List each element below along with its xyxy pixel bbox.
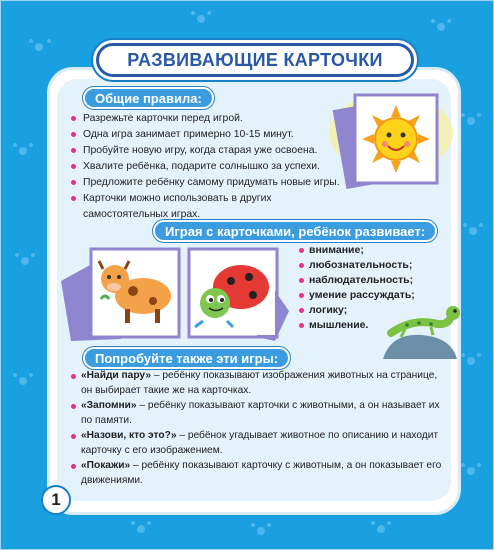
list-item: Пробуйте новую игру, когда старая уже освоена.: [71, 143, 341, 159]
page-title-bar: [96, 43, 414, 77]
games-list: [71, 369, 443, 489]
list-item: Одна игра занимает примерно 10-15 минут.: [71, 127, 341, 143]
page-number: 1: [41, 485, 71, 515]
list-item: логику;: [299, 303, 415, 318]
sun-card-illustration: [331, 81, 451, 206]
rules-heading: Общие правила:: [83, 87, 214, 109]
list-item: внимание;: [299, 243, 415, 258]
list-item: мышление.: [299, 318, 415, 333]
list-item: Разрежьте карточки перед игрой.: [71, 111, 341, 127]
develops-heading: Играя с карточками, ребёнок развивает:: [153, 220, 437, 242]
list-item: «Запомни» – ребёнку показывают карточки с животными, а он называет их по памяти.: [71, 399, 443, 428]
page-title: РАЗВИВАЮЩИЕ КАРТОЧКИ: [127, 49, 383, 70]
lizard-illustration: [381, 297, 459, 361]
rules-list: [71, 111, 341, 223]
list-item: Хвалите ребёнка, подарите солнышко за успехи.: [71, 159, 341, 175]
list-item: «Назови, кто это?» – ребёнок угадывает животное по описанию и находит карточку с его изображением.: [71, 429, 443, 458]
animal-cards-illustration: [61, 241, 291, 346]
list-item: умение рассуждать;: [299, 288, 415, 303]
list-item: Карточки можно использовать в других самостоятельных играх.: [71, 191, 341, 223]
list-item: Предложите ребёнку самому придумать новые игры.: [71, 175, 341, 191]
list-item: «Найди пару» – ребёнку показывают изображения животных на странице, он выбирает такие же на карточках.: [71, 369, 443, 398]
games-heading: Попробуйте также эти игры:: [83, 347, 290, 369]
list-item: любознательность;: [299, 258, 415, 273]
list-item: наблюдательность;: [299, 273, 415, 288]
list-item: «Покажи» – ребёнку показывают карточку с животным, а он показывает его движениями.: [71, 459, 443, 488]
